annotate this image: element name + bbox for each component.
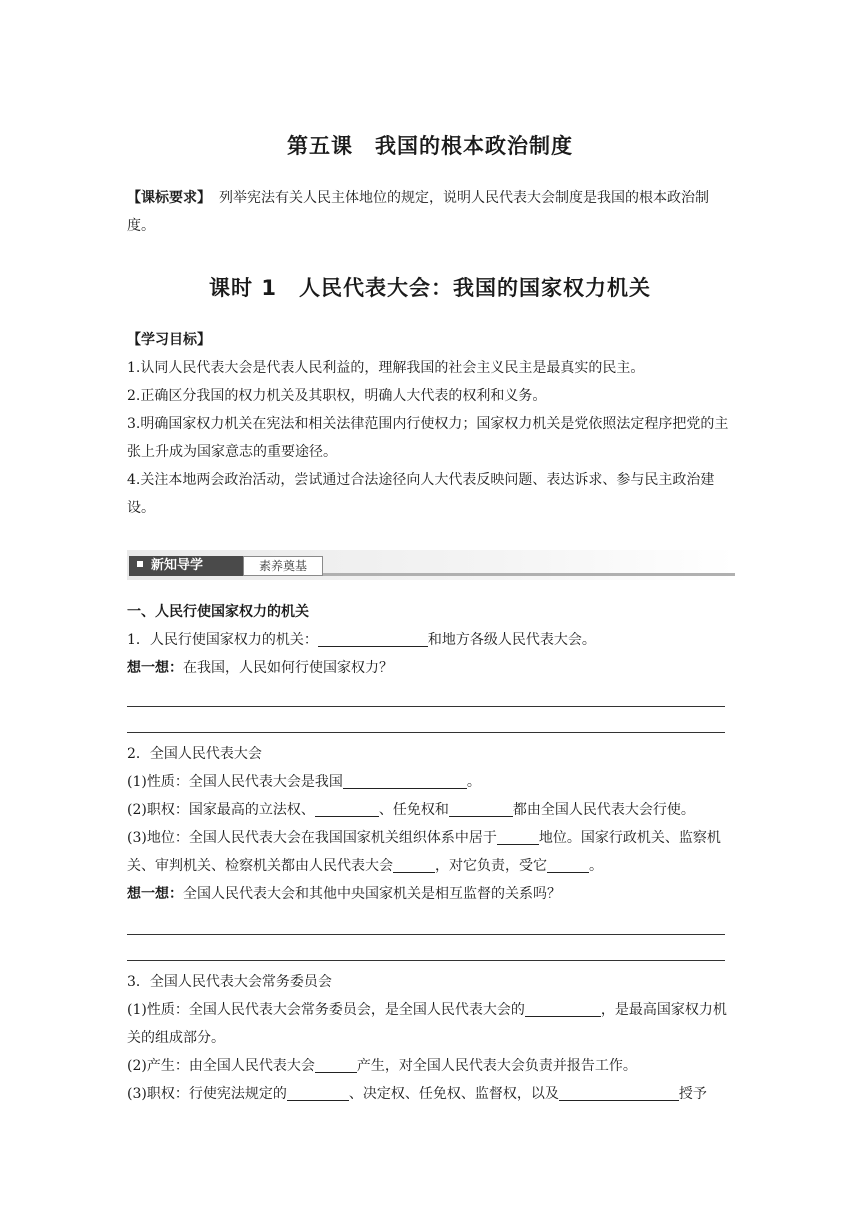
fill-blank[interactable]	[559, 1084, 679, 1101]
item-3-origin	[127, 1052, 735, 1080]
banner-dark-label: 新知导学	[151, 558, 204, 573]
requirement-tag: 【课标要求】	[127, 190, 211, 206]
item-3-heading: 3．全国人民代表大会常务委员会	[127, 974, 332, 990]
fill-blank[interactable]	[315, 800, 379, 817]
text: (1)性质：全国人民代表大会是我国	[127, 774, 343, 790]
text: 产生，对全国人民代表大会负责并报告工作。	[356, 1058, 637, 1074]
answer-line[interactable]	[127, 706, 725, 707]
think-label: 想一想：	[127, 886, 183, 902]
think-text: 在我国，人民如何行使国家权力？	[183, 660, 393, 676]
npcsc-section	[127, 968, 735, 1108]
learning-goals	[127, 326, 735, 522]
item-2-heading: 2．全国人民代表大会	[127, 746, 262, 762]
item-1	[127, 626, 735, 654]
fill-blank[interactable]	[287, 1084, 349, 1101]
fill-blank[interactable]	[547, 856, 589, 873]
section-one	[127, 598, 735, 682]
requirement-text: 列举宪法有关人民主体地位的规定，说明人民代表大会制度是我国的根本政治制度。	[127, 190, 709, 234]
think-two	[127, 880, 735, 908]
text: 。	[466, 774, 481, 790]
section-banner	[127, 550, 735, 580]
text: 授予	[678, 1086, 707, 1102]
text: ，是最高国家权力机关的组成部分。	[127, 1002, 727, 1046]
goal-item: 4.关注本地两会政治活动，尝试通过合法途径向人大代表反映问题、表达诉求、参与民主政治建设。	[127, 472, 715, 516]
text: 、决定权、任免权、监督权，以及	[348, 1086, 559, 1102]
banner-foundation: 素养奠基	[243, 556, 323, 576]
fill-blank[interactable]	[315, 1056, 357, 1073]
goal-item: 1.认同人民代表大会是代表人民利益的，理解我国的社会主义民主是最真实的民主。	[127, 360, 645, 376]
item-3-nature	[127, 996, 735, 1052]
text: 都由全国人民代表大会行使。	[512, 802, 695, 818]
item-2-status	[127, 824, 735, 880]
text: (2)职权：国家最高的立法权、	[127, 802, 315, 818]
think-label: 想一想：	[127, 660, 183, 676]
text: 地位。国家行政机关、监察机关、审判机关、检察机关都由人民代表大会	[127, 830, 721, 874]
text: (3)职权：行使宪法规定的	[127, 1086, 287, 1102]
text: (3)地位：全国人民代表大会在我国国家机关组织体系中居于	[127, 830, 497, 846]
answer-line[interactable]	[127, 732, 725, 733]
text: 1．人民行使国家权力的机关：	[127, 632, 318, 648]
goal-item: 3.明确国家权力机关在宪法和相关法律范围内行使权力；国家权力机关是党依照法定程序把党的主张上升成为国家意志的重要途径。	[127, 416, 729, 460]
text: ，对它负责，受它	[435, 858, 547, 874]
answer-line[interactable]	[127, 960, 725, 961]
npc-section	[127, 740, 735, 908]
text: (1)性质：全国人民代表大会常务委员会，是全国人民代表大会的	[127, 1002, 525, 1018]
item-2-powers	[127, 796, 735, 824]
item-3-powers	[127, 1080, 735, 1108]
fill-blank[interactable]	[393, 856, 435, 873]
lesson-title: 第五课 我国的根本政治制度	[287, 134, 573, 158]
text: 和地方各级人民代表大会。	[427, 632, 596, 648]
square-icon	[137, 561, 143, 567]
fill-blank[interactable]	[318, 630, 428, 647]
think-text: 全国人民代表大会和其他中央国家机关是相互监督的关系吗？	[183, 886, 561, 902]
fill-blank[interactable]	[525, 1000, 601, 1017]
goals-heading: 【学习目标】	[127, 332, 211, 348]
answer-line[interactable]	[127, 934, 725, 935]
fill-blank[interactable]	[449, 800, 513, 817]
text: (2)产生：由全国人民代表大会	[127, 1058, 315, 1074]
text: 。	[589, 858, 603, 874]
item-2-nature	[127, 768, 735, 796]
curriculum-requirement	[127, 184, 735, 240]
period-title: 课时 1 人民代表大会：我国的国家权力机关	[209, 276, 651, 300]
text: 、任免权和	[378, 802, 449, 818]
section-heading: 一、人民行使国家权力的机关	[127, 604, 309, 620]
think-one	[127, 654, 735, 682]
fill-blank[interactable]	[497, 828, 539, 845]
banner-stripe	[323, 573, 735, 576]
goal-item: 2.正确区分我国的权力机关及其职权，明确人大代表的权利和义务。	[127, 388, 547, 404]
fill-blank[interactable]	[343, 772, 467, 789]
banner-new-knowledge	[129, 556, 243, 576]
